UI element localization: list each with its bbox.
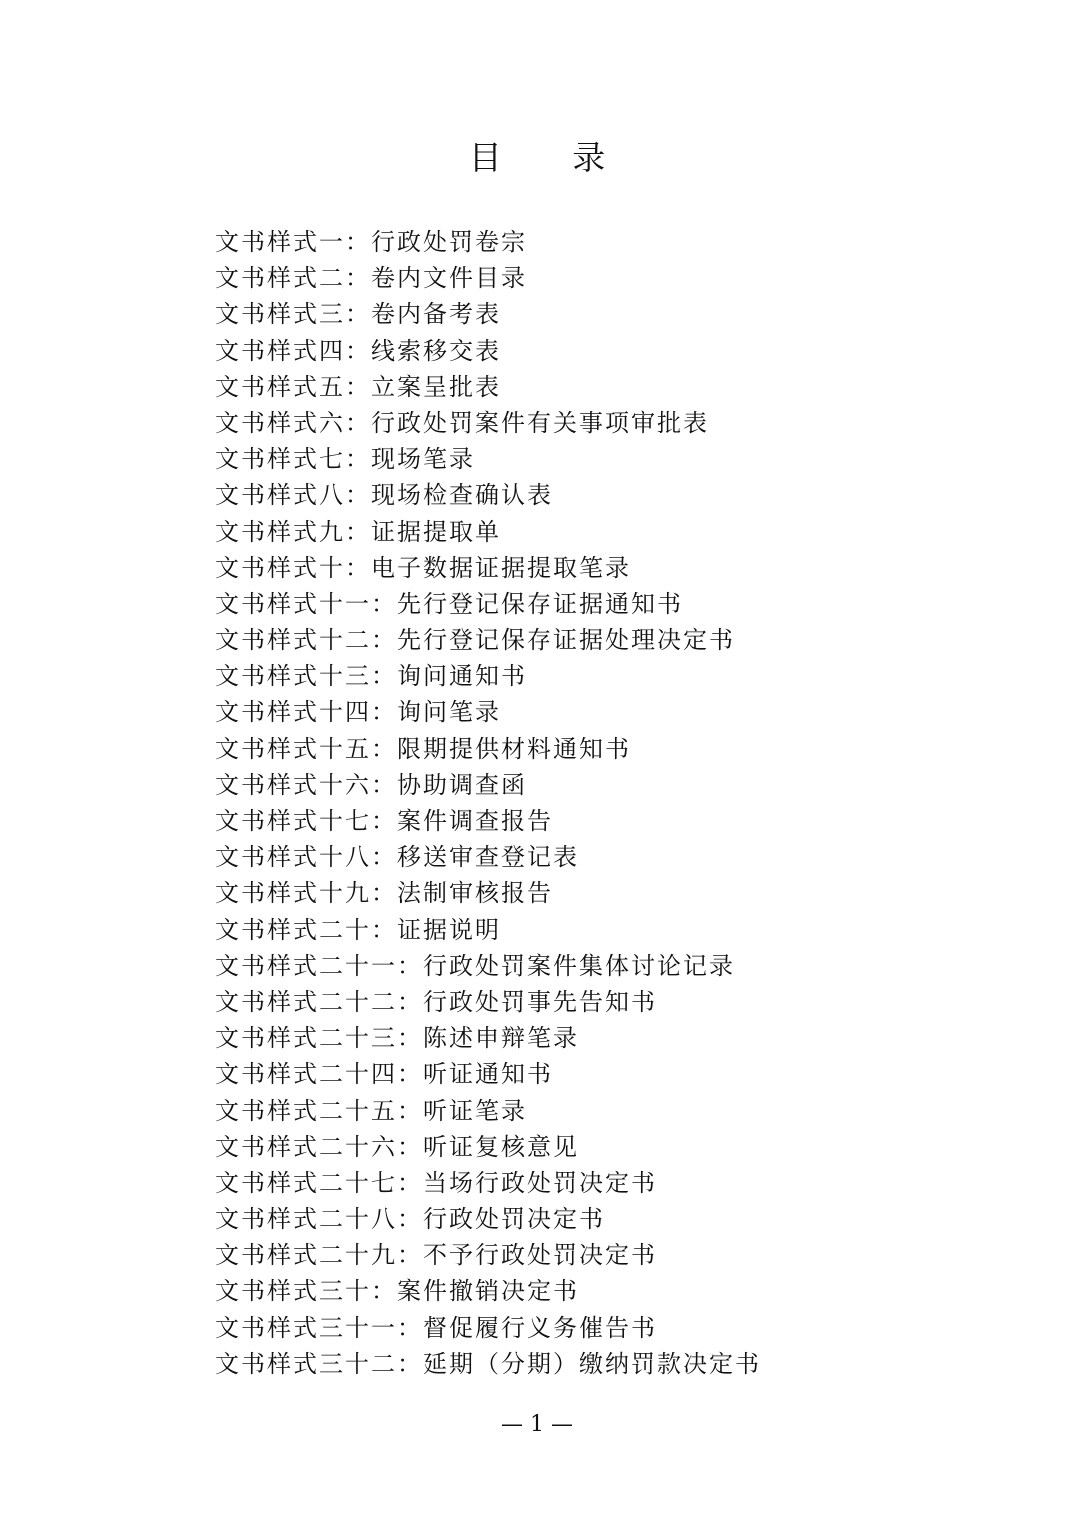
toc-item: 文书样式四：线索移交表 xyxy=(215,336,501,365)
toc-item: 文书样式十六：协助调查函 xyxy=(215,770,527,799)
toc-item: 文书样式二十八：行政处罚决定书 xyxy=(215,1205,605,1234)
toc-item: 文书样式三十二：延期（分期）缴纳罚款决定书 xyxy=(215,1349,761,1378)
toc-item: 文书样式十五：限期提供材料通知书 xyxy=(215,734,631,763)
toc-item: 文书样式一：行政处罚卷宗 xyxy=(215,228,527,256)
toc-item: 文书样式十七：案件调查报告 xyxy=(215,807,553,835)
toc-item: 文书样式十八：移送审查登记表 xyxy=(215,843,579,872)
toc-item: 文书样式八：现场检查确认表 xyxy=(215,481,553,510)
toc-item: 文书样式三十一：督促履行义务催告书 xyxy=(215,1313,657,1342)
toc-item: 文书样式二十五：听证笔录 xyxy=(215,1096,527,1125)
toc-item: 文书样式十一：先行登记保存证据通知书 xyxy=(215,589,683,618)
toc-item: 文书样式七：现场笔录 xyxy=(215,445,475,474)
toc-list xyxy=(215,224,761,1382)
toc-item: 文书样式十四：询问笔录 xyxy=(215,698,501,727)
toc-item: 文书样式十三：询问通知书 xyxy=(215,662,527,691)
toc-item: 文书样式二：卷内文件目录 xyxy=(215,264,527,293)
toc-item: 文书样式二十四：听证通知书 xyxy=(215,1060,553,1089)
toc-item: 文书样式十二：先行登记保存证据处理决定书 xyxy=(215,626,735,655)
toc-item: 文书样式三十：案件撤销决定书 xyxy=(215,1277,579,1306)
toc-item: 文书样式九：证据提取单 xyxy=(215,517,501,546)
toc-item: 文书样式十：电子数据证据提取笔录 xyxy=(215,553,631,582)
toc-item: 文书样式二十一：行政处罚案件集体讨论记录 xyxy=(215,951,735,980)
toc-item: 文书样式二十七：当场行政处罚决定书 xyxy=(215,1168,657,1197)
toc-item: 文书样式三：卷内备考表 xyxy=(215,300,501,329)
toc-item: 文书样式二十三：陈述申辩笔录 xyxy=(215,1024,579,1053)
page-title: 目 录 xyxy=(468,138,636,177)
toc-item: 文书样式五：立案呈批表 xyxy=(215,372,501,401)
toc-item: 文书样式二十六：听证复核意见 xyxy=(215,1132,579,1161)
toc-item: 文书样式二十二：行政处罚事先告知书 xyxy=(215,987,657,1016)
toc-item: 文书样式二十九：不予行政处罚决定书 xyxy=(215,1241,657,1270)
toc-item: 文书样式十九：法制审核报告 xyxy=(215,879,553,908)
toc-item: 文书样式二十：证据说明 xyxy=(215,915,501,944)
page-number: — 1 — xyxy=(501,1412,573,1437)
toc-item: 文书样式六：行政处罚案件有关事项审批表 xyxy=(215,408,709,437)
